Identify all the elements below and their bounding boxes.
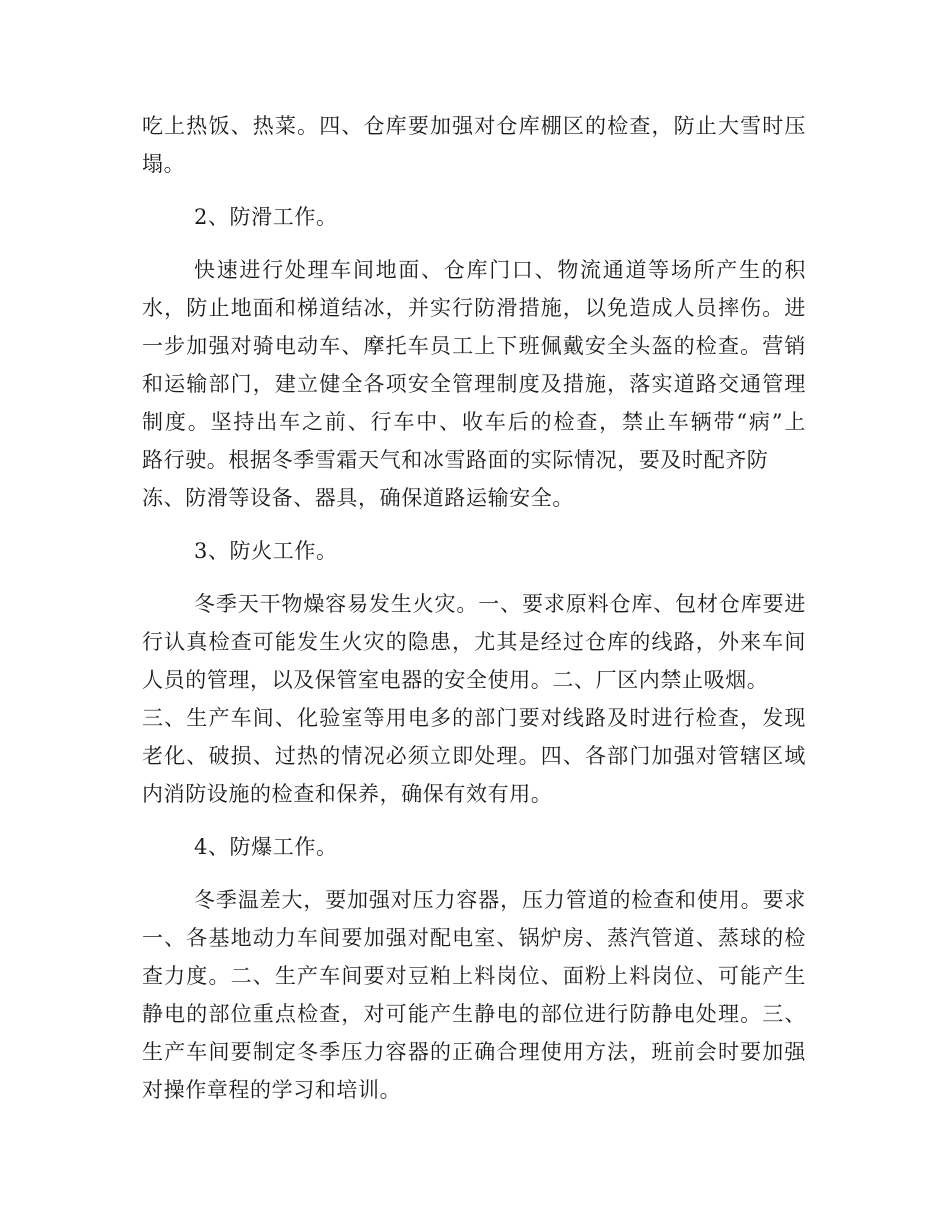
paragraph-line: 路行驶。根据冬季雪霜天气和冰雪路面的实际情况，要及时配齐防 bbox=[142, 448, 769, 472]
paragraph-line: 冬季温差大，要加强对压力容器，压力管道的检查和使用。要求 bbox=[194, 888, 806, 912]
paragraph-line: 一、各基地动力车间要加强对配电室、锅炉房、蒸汽管道、蒸球的检 bbox=[142, 926, 806, 950]
paragraph-line: 查力度。二、生产车间要对豆粕上料岗位、面粉上料岗位、可能产生 bbox=[142, 964, 806, 988]
section-heading: 2、防滑工作。 bbox=[194, 205, 338, 229]
paragraph-line: 吃上热饭、热菜。四、仓库要加强对仓库棚区的检查，防止大雪时压 bbox=[142, 114, 806, 138]
paragraph-line: 制度。坚持出车之前、行车中、收车后的检查，禁止车辆带“病”上 bbox=[142, 410, 806, 434]
paragraph-line: 三、生产车间、化验室等用电多的部门要对线路及时进行检查，发现 bbox=[142, 706, 806, 730]
paragraph-line: 生产车间要制定冬季压力容器的正确合理使用方法，班前会时要加强 bbox=[142, 1040, 806, 1064]
document-page bbox=[142, 0, 810, 1230]
paragraph-line: 对操作章程的学习和培训。 bbox=[142, 1078, 402, 1102]
paragraph-line: 一步加强对骑电动车、摩托车员工上下班佩戴安全头盔的检查。营销 bbox=[142, 334, 806, 358]
paragraph-line: 内消防设施的检查和保养，确保有效有用。 bbox=[142, 782, 553, 806]
paragraph-line: 和运输部门，建立健全各项安全管理制度及措施，落实道路交通管理 bbox=[142, 372, 806, 396]
section-heading: 4、防爆工作。 bbox=[194, 835, 338, 859]
paragraph-line: 静电的部位重点检查，对可能产生静电的部位进行防静电处理。三、 bbox=[142, 1002, 806, 1026]
section-heading: 3、防火工作。 bbox=[194, 539, 338, 563]
paragraph-line: 水，防止地面和梯道结冰，并实行防滑措施，以免造成人员摔伤。进 bbox=[142, 296, 806, 320]
paragraph-line: 行认真检查可能发生火灾的隐患，尤其是经过仓库的线路，外来车间 bbox=[142, 630, 806, 654]
paragraph-line: 塌。 bbox=[142, 152, 186, 176]
paragraph-line: 快速进行处理车间地面、仓库门口、物流通道等场所产生的积 bbox=[194, 258, 806, 282]
paragraph-line: 冻、防滑等设备、器具，确保道路运输安全。 bbox=[142, 486, 574, 510]
paragraph-line: 老化、破损、过热的情况必须立即处理。四、各部门加强对管辖区域 bbox=[142, 744, 806, 768]
paragraph-line: 人员的管理，以及保管室电器的安全使用。二、厂区内禁止吸烟。 bbox=[142, 668, 769, 692]
paragraph-line: 冬季天干物燥容易发生火灾。一、要求原料仓库、包材仓库要进 bbox=[194, 592, 806, 616]
